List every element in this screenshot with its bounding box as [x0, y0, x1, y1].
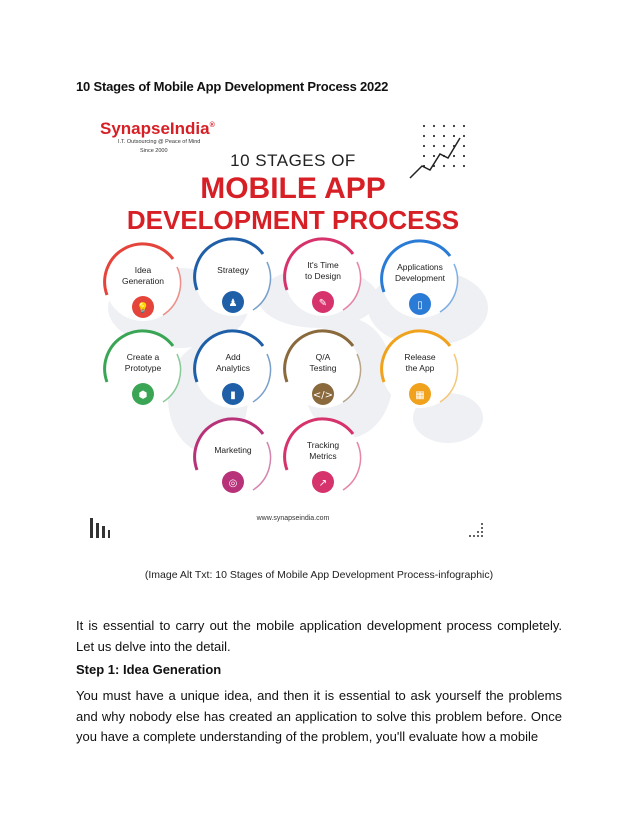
document-heading: 10 Stages of Mobile App Development Process 2022 — [76, 79, 389, 94]
infographic-subtitle: 10 STAGES OF — [230, 151, 356, 170]
stage-label-line1: Q/A — [315, 352, 331, 362]
trend-chart-icon: ↗ — [318, 478, 328, 489]
target-icon: ◎ — [228, 478, 238, 489]
step1-paragraph: You must have a unique idea, and then it is essential to ask yourself the problems and why nobody else has created an application to solve this problem before. Once you have a complete understanding of the problem, you'll evaluate how a mobile — [76, 688, 562, 744]
intro-paragraph: It is essential to carry out the mobile application development process completely. Let us delve into the detail. — [76, 618, 562, 654]
stage-label-line2: the App — [405, 363, 435, 373]
stage-card — [105, 244, 181, 321]
stage-label-line2: to Design — [305, 271, 341, 281]
stage-card — [105, 331, 181, 408]
image-caption: (Image Alt Txt: 10 Stages of Mobile App Development Process-infographic) — [144, 569, 494, 581]
stage-label-line1: Add — [225, 352, 241, 362]
stage-card — [382, 331, 458, 408]
logo-since: Since 2000 — [140, 148, 168, 154]
infographic-title-line2: DEVELOPMENT PROCESS — [126, 205, 460, 235]
stage-card — [285, 419, 361, 496]
stage-label-line2: Testing — [309, 363, 337, 373]
bars-decoration — [90, 518, 110, 538]
stage-label-line1: It's Time — [307, 260, 339, 270]
trend-line-decoration — [410, 138, 460, 178]
stage-label-line1: Strategy — [217, 265, 249, 275]
stage-card — [195, 331, 271, 408]
stage-label-line1: Marketing — [214, 445, 252, 455]
infographic-title-line1: MOBILE APP — [200, 172, 386, 205]
stage-card — [285, 331, 361, 408]
stage-label-line1: Applications — [397, 262, 443, 272]
dots-bars-decoration — [469, 523, 483, 537]
design-icon: ✎ — [318, 298, 328, 309]
bar-chart-icon: ▮ — [230, 390, 236, 401]
strategy-icon: ♟ — [228, 298, 238, 309]
stage-card — [195, 239, 271, 316]
lightbulb-icon: 💡 — [136, 303, 150, 314]
synapseindia-logo — [100, 119, 216, 154]
stage-label-line2: Analytics — [215, 363, 251, 373]
grid-icon: ▦ — [415, 390, 425, 401]
stage-label-line1: Create a — [126, 352, 160, 362]
cube-icon: ⬢ — [138, 390, 148, 401]
mobile-code-icon: ▯ — [417, 300, 423, 311]
stage-label-line2: Prototype — [124, 363, 162, 373]
infographic — [88, 108, 498, 544]
dot-pattern-decoration — [423, 125, 465, 167]
logo-tagline: I.T. Outsourcing @ Peace of Mind — [118, 139, 201, 145]
stage-label-line2: Development — [394, 273, 446, 283]
stage-card — [195, 419, 271, 496]
svg-text:SynapseIndia®: SynapseIndia® — [100, 119, 215, 138]
stage-card — [382, 241, 458, 318]
stage-card — [285, 239, 361, 316]
step1-heading: Step 1: Idea Generation — [76, 662, 222, 677]
code-icon: </> — [312, 390, 334, 401]
stage-label-line2: Metrics — [309, 451, 337, 461]
logo-brand: SynapseIndia — [100, 119, 210, 138]
stage-label-line1: Idea — [134, 265, 152, 275]
stage-label-line2: Generation — [121, 276, 165, 286]
website-url: www.synapseindia.com — [256, 515, 330, 522]
stage-label-line1: Tracking — [306, 440, 340, 450]
stage-label-line1: Release — [404, 352, 436, 362]
